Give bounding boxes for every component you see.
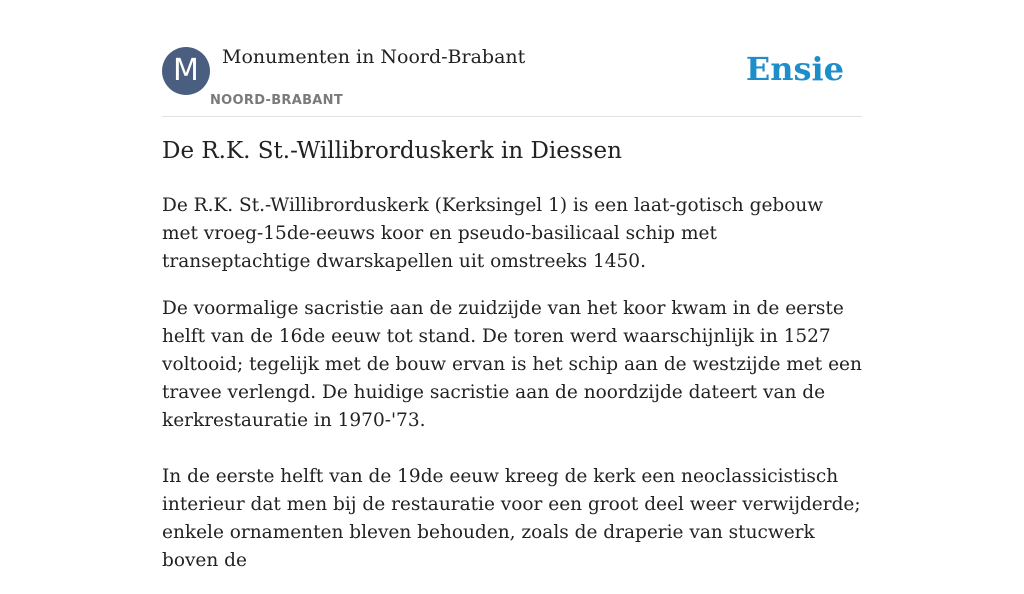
article-body <box>162 192 862 594</box>
category-label[interactable]: NOORD-BRABANT <box>210 93 344 108</box>
article-title: De R.K. St.-Willibrorduskerk in Diessen <box>162 138 622 164</box>
avatar[interactable]: M <box>162 47 210 95</box>
brand-logo[interactable]: Ensie <box>745 50 844 88</box>
paragraph: De voormalige sacristie aan de zuidzijde van het koor kwam in de eerste helft van de 16de eeuw tot stand. De toren werd waarschijnlijk in 1527 voltooid; tegelijk met de bouw ervan is het schip aan de westzijde met een travee verlengd. De huidige sacristie aan de noordzijde dateert van de kerkrestauratie in 1970-'73. <box>162 298 862 431</box>
paragraph: In de eerste helft van de 19de eeuw kreeg de kerk een neoclassicistisch interieur dat men bij de restauratie voor een groot deel weer verwijderde; enkele ornamenten bleven behouden, zoals de draperie van stucwerk boven de <box>162 466 861 571</box>
site-title[interactable]: Monumenten in Noord-Brabant <box>222 46 526 68</box>
paragraph: De R.K. St.-Willibrorduskerk (Kerksingel 1) is een laat-gotisch gebouw met vroeg-15de-eeuws koor en pseudo-basilicaal schip met transeptachtige dwarskapellen uit omstreeks 1450. <box>162 195 824 272</box>
page-container <box>162 0 862 571</box>
header <box>162 0 862 117</box>
